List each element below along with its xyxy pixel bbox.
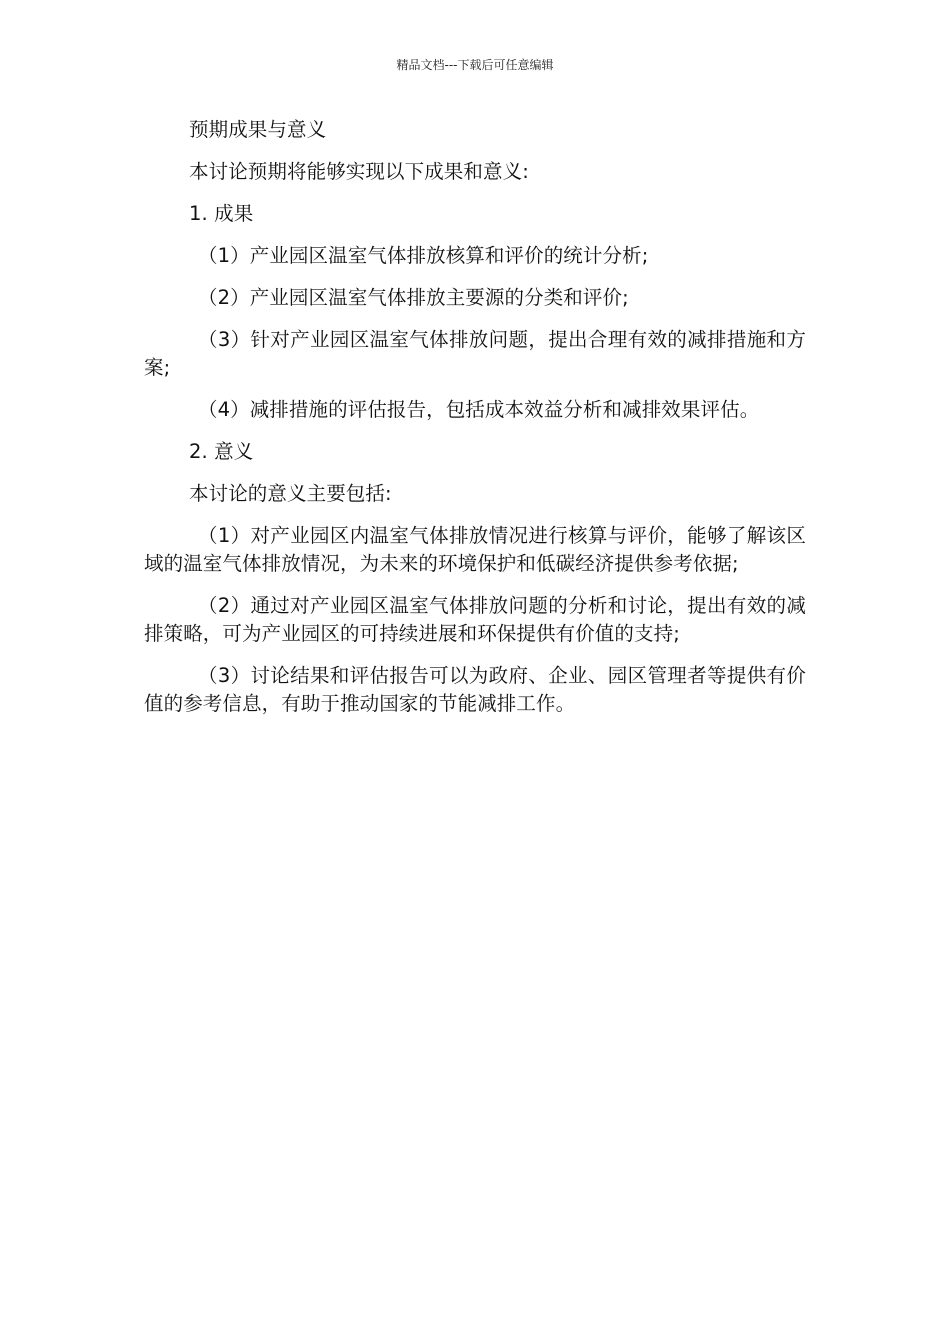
significance-item-3: （3）讨论结果和评估报告可以为政府、企业、园区管理者等提供有价值的参考信息，有助于推动国家的节能减排工作。 — [144, 664, 806, 715]
significance-item-2: （2）通过对产业园区温室气体排放问题的分析和讨论，提出有效的减排策略，可为产业园区的可持续进展和环保提供有价值的支持; — [144, 594, 806, 645]
intro-paragraph: 本讨论预期将能够实现以下成果和意义: — [189, 160, 529, 183]
results-item-2: （2）产业园区温室气体排放主要源的分类和评价; — [198, 286, 629, 309]
results-item-4: （4）减排措施的评估报告，包括成本效益分析和减排效果评估。 — [198, 398, 760, 421]
results-item-1: （1）产业园区温室气体排放核算和评价的统计分析; — [198, 244, 649, 267]
document-body — [144, 116, 806, 732]
results-heading: 1. 成果 — [189, 202, 254, 225]
page-header: 精品文档---下载后可任意编辑 — [396, 58, 554, 72]
significance-intro: 本讨论的意义主要包括: — [189, 482, 392, 505]
section-title: 预期成果与意义 — [189, 118, 327, 141]
significance-item-1: （1）对产业园区内温室气体排放情况进行核算与评价，能够了解该区域的温室气体排放情况，为未来的环境保护和低碳经济提供参考依据; — [144, 524, 806, 575]
significance-heading: 2. 意义 — [189, 440, 254, 463]
results-item-3: （3）针对产业园区温室气体排放问题，提出合理有效的减排措施和方案; — [144, 328, 806, 379]
